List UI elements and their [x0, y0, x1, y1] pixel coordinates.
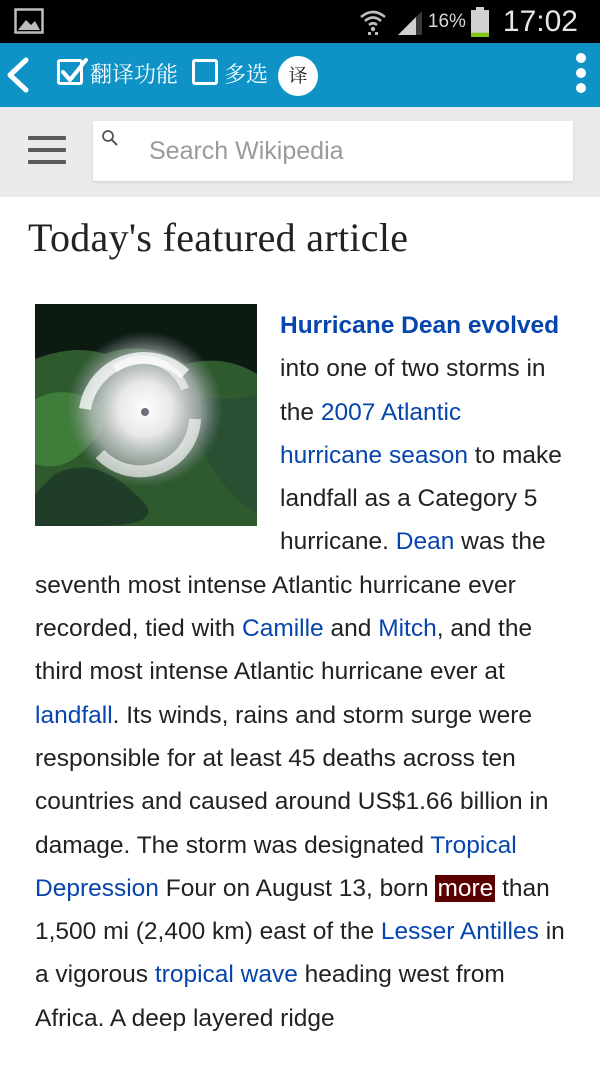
- battery-icon: [471, 7, 489, 37]
- multiselect-label[interactable]: 多选: [224, 63, 269, 88]
- overflow-menu-icon[interactable]: [575, 49, 587, 99]
- clock-time: 17:02: [502, 4, 578, 38]
- search-icon: [101, 129, 119, 147]
- translate-checkbox[interactable]: [57, 59, 83, 85]
- search-box[interactable]: [93, 121, 573, 181]
- hamburger-menu-icon[interactable]: [28, 136, 66, 168]
- search-input[interactable]: [149, 135, 549, 167]
- link-lesser-antilles[interactable]: Lesser Antilles: [380, 918, 539, 946]
- checkbox-checked-icon: [58, 58, 88, 88]
- link-hurricane-dean[interactable]: Hurricane Dean evolved: [280, 312, 560, 339]
- link-landfall[interactable]: landfall: [35, 701, 113, 729]
- link-tropical-depression[interactable]: Tropical Depression: [35, 831, 517, 902]
- wifi-icon: [358, 7, 388, 37]
- wikipedia-header: [0, 107, 600, 197]
- image-icon: [14, 8, 44, 34]
- link-tropical-wave[interactable]: tropical wave: [154, 961, 298, 989]
- multiselect-checkbox[interactable]: [192, 59, 218, 85]
- translate-toolbar: [0, 43, 600, 107]
- link-dean[interactable]: Dean: [395, 528, 455, 556]
- highlighted-word[interactable]: more: [437, 874, 494, 902]
- link-camille[interactable]: Camille: [242, 615, 324, 643]
- link-mitch[interactable]: Mitch: [378, 615, 437, 643]
- translate-feature-label[interactable]: 翻译功能: [90, 63, 179, 88]
- page-title: Today's featured article: [28, 215, 409, 260]
- back-arrow-icon[interactable]: [4, 55, 34, 95]
- article-body: Hurricane Dean evolved into one of two storms in the 2007 Atlantic hurricane season to make landfall as a Category 5 hurricane. Dean was the seventh most intense Atlantic hurricane ever recorded, tied with Camille and Mitch, and the third most intense Atlantic hurricane ever at landfall. Its winds, rains and storm surge were responsible for at least 45 deaths across ten countries and caused around US$1.66 billion in damage. The storm was designated Tropical Depression Four on August 13, born more than 1,500 mi (2,400 km) east of the Lesser Antilles in a vigorous tropical wave heading west from Africa. A deep layered ridge: [35, 312, 565, 1032]
- link-2007-atlantic-hurricane-season[interactable]: 2007 Atlantic hurricane season: [280, 398, 468, 469]
- signal-icon: [396, 9, 422, 35]
- translate-button[interactable]: 译: [278, 56, 318, 96]
- battery-percent: 16%: [427, 10, 466, 32]
- status-bar: [0, 0, 600, 43]
